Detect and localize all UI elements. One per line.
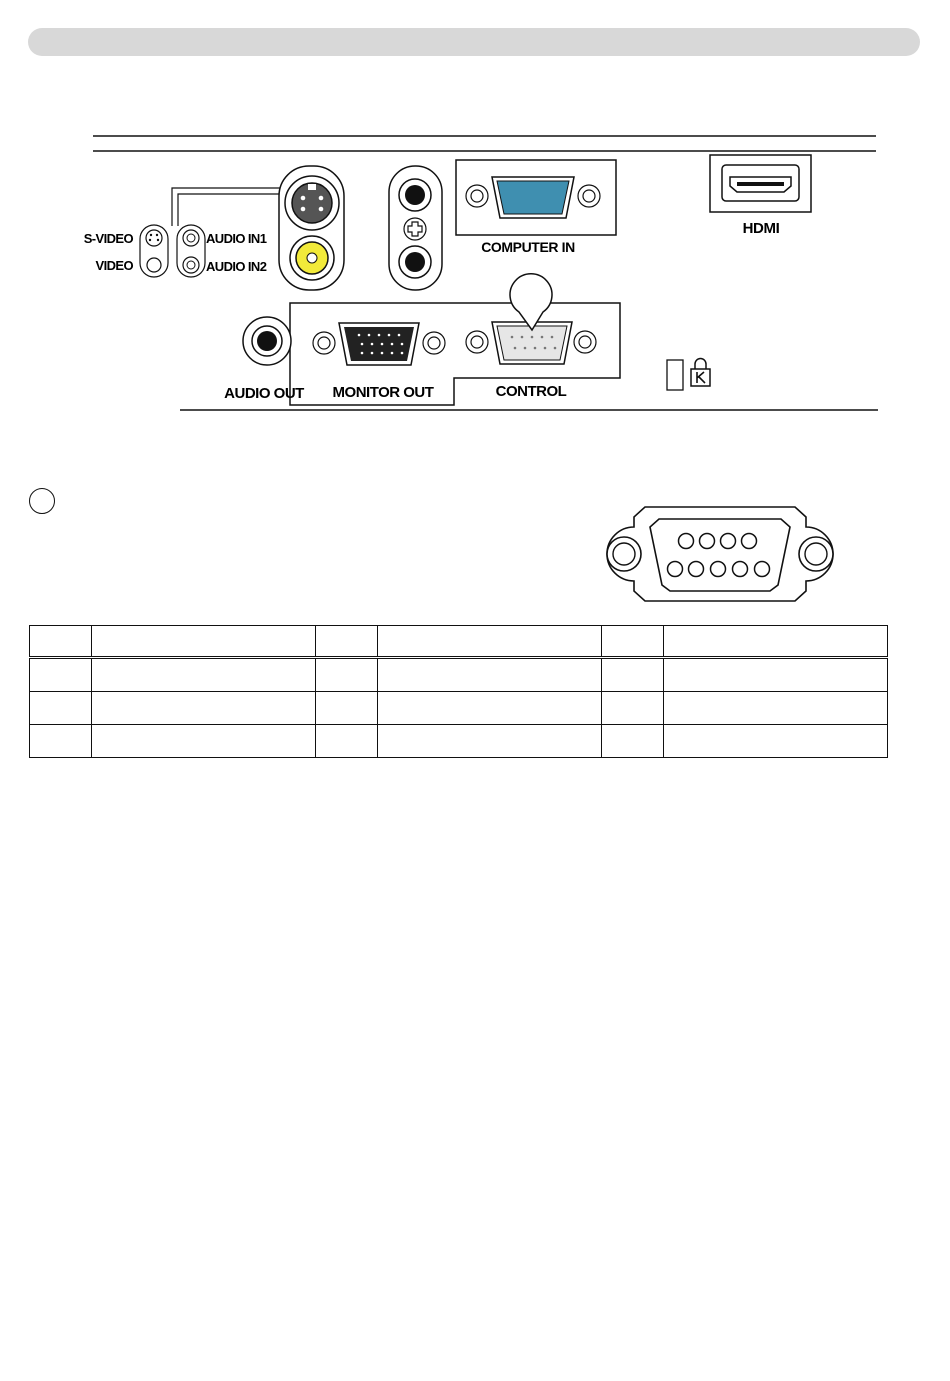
monitor-out-label: MONITOR OUT [332,384,434,401]
circle-marker-icon [29,488,55,514]
computer-in-label: COMPUTER IN [481,239,575,255]
computer-in-port [456,160,616,235]
table-cell [92,692,316,725]
table-cell [602,658,664,692]
table-cell [602,725,664,758]
table-cell [92,626,316,658]
table-cell [602,692,664,725]
table-cell [92,725,316,758]
audio-out-label: AUDIO OUT [224,385,304,402]
table-row [30,692,888,725]
s-video-label: S-VIDEO [83,231,133,246]
audio-in1-label: AUDIO IN1 [206,231,267,246]
table-cell [30,626,92,658]
hdmi-port [710,155,811,212]
audio-in-port-group [389,166,442,290]
pin-assignment-table [29,625,888,758]
table-cell [664,725,888,758]
table-cell [664,658,888,692]
table-cell [602,626,664,658]
audio-in-legend-jacks [177,225,205,277]
table-cell [378,658,602,692]
table-cell [316,692,378,725]
hdmi-label: HDMI [742,220,780,237]
table-cell [30,658,92,692]
security-slot [667,360,683,390]
control-port [466,274,596,364]
table-cell [92,658,316,692]
table-cell [664,626,888,658]
monitor-out-port [313,323,445,365]
table-header-row [30,626,888,658]
table-cell [316,658,378,692]
table-cell [30,692,92,725]
table-row [30,725,888,758]
table-cell [316,626,378,658]
table-cell [664,692,888,725]
table-cell [378,692,602,725]
table-cell [378,626,602,658]
s-video-legend-jack [140,225,168,277]
s-video-video-port-group [279,166,344,290]
table-cell [316,725,378,758]
video-label: VIDEO [95,258,133,273]
table-cell [378,725,602,758]
control-label: CONTROL [495,383,567,400]
audio-out-port [243,317,291,365]
audio-in2-label: AUDIO IN2 [206,259,267,274]
kensington-lock-icon [691,359,710,386]
db9-connector-diagram [600,505,840,603]
table-row [30,658,888,692]
rear-panel-diagram [0,0,950,440]
table-cell [30,725,92,758]
